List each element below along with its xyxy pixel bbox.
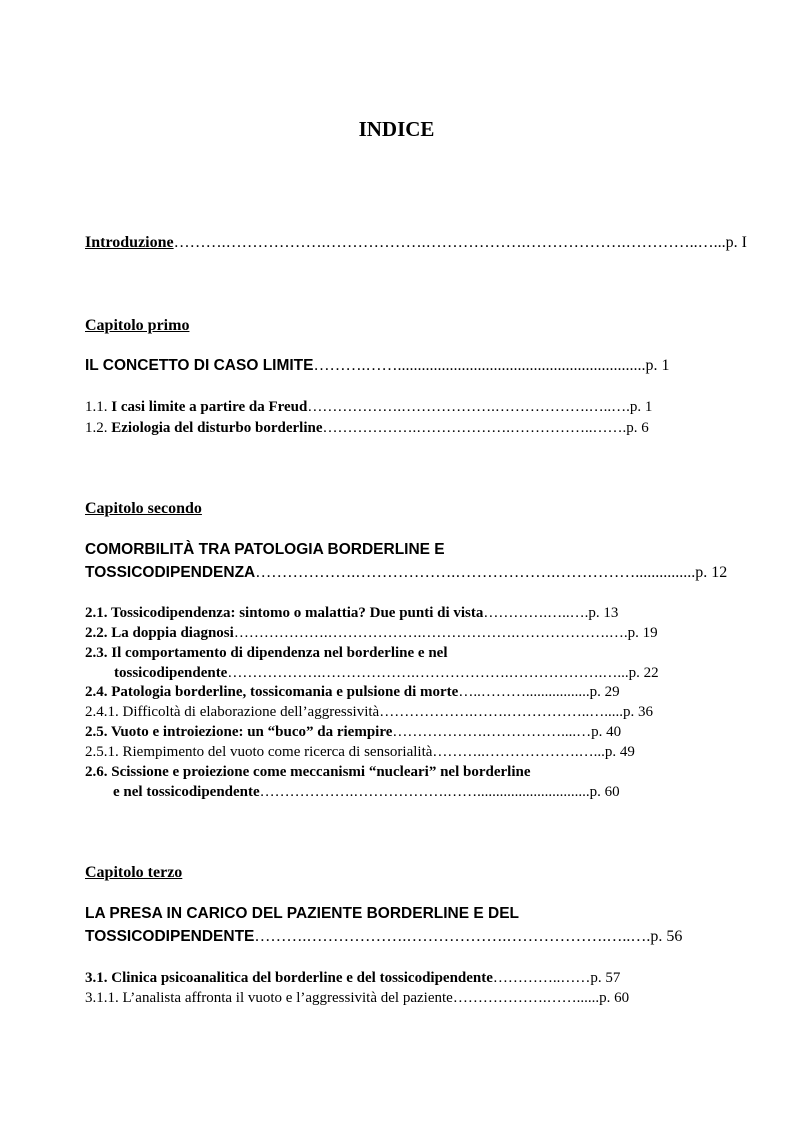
toc-leader-dots: ………….…..…. [483, 605, 589, 621]
toc-page-number: p. 12 [695, 564, 728, 581]
toc-leader-dots: ……….……………….……………….……………….…..…. [254, 928, 651, 945]
toc-entry-2-4-1[interactable] [85, 702, 653, 722]
toc-entry-label: e nel tossicodipendente [113, 784, 260, 800]
toc-entry-label: 2.2. La doppia diagnosi [85, 625, 234, 641]
toc-entry-label: 2.1. Tossicodipendenza: sintomo o malattia? Due punti di vista [85, 605, 484, 621]
toc-entry-label: 2.6. Scissione e proiezione come meccanismi “nucleari” nel borderline [85, 764, 531, 780]
toc-page-number: p. 56 [650, 928, 683, 945]
toc-leader-dots: ……………….……………….……………..……. [322, 420, 627, 436]
chapter-title-label: TOSSICODIPENDENTE [85, 928, 255, 945]
toc-entry-label: tossicodipendente [114, 665, 228, 681]
toc-leader-dots: …..………................. [458, 684, 590, 700]
toc-entry-number: 1.2. [85, 420, 108, 436]
toc-leader-dots: ……………….……………….……………….……………............... [255, 564, 696, 581]
toc-entry-label: 2.4. Patologia borderline, tossicomania e pulsione di morte [85, 684, 459, 700]
toc-leader-dots: ……….……………….……………….……………….……………….…………..…... [173, 234, 726, 251]
page-title: INDICE [358, 117, 435, 141]
toc-page-number: p. 40 [591, 724, 622, 740]
toc-entry-label: 2.3. Il comportamento di dipendenza nel borderline e nel [85, 645, 448, 661]
toc-entry-2-4[interactable] [85, 682, 620, 702]
toc-leader-dots: …………..…… [492, 970, 591, 986]
toc-entry-label: 2.4.1. Difficoltà di elaborazione dell’aggressività [85, 704, 380, 720]
toc-entry-label: Eziologia del disturbo borderline [111, 420, 323, 436]
chapter-title-2-line2[interactable] [85, 563, 727, 583]
toc-page-number: p. 57 [590, 970, 621, 986]
toc-page-number: p. 36 [622, 704, 653, 720]
toc-entry-number: 1.1. [85, 399, 108, 415]
toc-leader-dots: ……………….……………….……………….……………….…. [233, 625, 628, 641]
toc-entry-label: 2.5.1. Riempimento del vuoto come ricerca di sensorialità [85, 744, 433, 760]
toc-leader-dots: ………..……………….…... [432, 744, 605, 760]
toc-page-number: p. 60 [589, 784, 620, 800]
chapter-title-label: TOSSICODIPENDENZA [85, 564, 256, 581]
toc-entry-2-6-line2[interactable] [113, 782, 620, 802]
chapter-title-3-line2[interactable] [85, 927, 682, 947]
toc-page-number: p. 19 [627, 625, 658, 641]
toc-leader-dots: ……….…….............................................................. [313, 357, 646, 374]
chapter-heading-2: Capitolo secondo [85, 500, 202, 517]
toc-entry-1-1[interactable] [85, 397, 652, 417]
chapter-title-1[interactable] [85, 356, 670, 376]
toc-entry-3-1[interactable] [85, 968, 620, 988]
toc-leader-dots: ……………….……………….……………….……………….…... [227, 665, 629, 681]
chapter-title-label: LA PRESA IN CARICO DEL PAZIENTE BORDERLINE E DEL [85, 905, 520, 922]
toc-entry-label: Introduzione [85, 234, 174, 251]
chapter-title-3-line1[interactable] [85, 904, 519, 924]
toc-entry-label: 3.1.1. L’analista affronta il vuoto e l’aggressività del paziente [85, 990, 453, 1006]
chapter-heading-1: Capitolo primo [85, 317, 190, 334]
chapter-title-label: COMORBILITÀ TRA PATOLOGIA BORDERLINE E [85, 541, 445, 558]
toc-leader-dots: ……………….…….……………..…..... [379, 704, 623, 720]
toc-entry-2-2[interactable] [85, 623, 658, 643]
toc-page-number: p. 22 [628, 665, 659, 681]
toc-entry-2-5[interactable] [85, 722, 621, 742]
chapter-title-label: IL CONCETTO DI CASO LIMITE [85, 357, 314, 374]
toc-page-number: p. 1 [629, 399, 653, 415]
toc-entry-2-5-1[interactable] [85, 742, 635, 762]
toc-entry-2-1[interactable] [85, 603, 618, 623]
toc-entry-label: 3.1. Clinica psicoanalitica del borderline e del tossicodipendente [85, 970, 493, 986]
toc-page-number: p. 60 [599, 990, 630, 1006]
toc-page-number: p. 29 [589, 684, 620, 700]
toc-entry-2-6-line1[interactable] [85, 762, 531, 782]
toc-leader-dots: ……………….……………….……………….…..…. [307, 399, 630, 415]
toc-page-number: p. 1 [645, 357, 670, 374]
chapter-title-2-line1[interactable] [85, 540, 445, 560]
toc-entry-introduzione[interactable] [85, 233, 747, 253]
toc-page-number: p. I [725, 234, 747, 251]
toc-page-number: p. 13 [588, 605, 619, 621]
toc-entry-label: 2.5. Vuoto e introiezione: un “buco” da riempire [85, 724, 393, 740]
toc-leader-dots: ……………….……………....… [392, 724, 592, 740]
toc-page-number: p. 6 [626, 420, 649, 436]
toc-page-number: p. 49 [604, 744, 635, 760]
toc-entry-3-1-1[interactable] [85, 988, 629, 1008]
toc-entry-label: I casi limite a partire da Freud [111, 399, 308, 415]
toc-entry-2-3-line2[interactable] [114, 663, 659, 683]
toc-leader-dots: ……………….……………….…….............................. [259, 784, 590, 800]
chapter-heading-3: Capitolo terzo [85, 864, 183, 881]
toc-leader-dots: ……………….……...... [452, 990, 600, 1006]
toc-entry-2-3-line1[interactable] [85, 643, 448, 663]
toc-entry-1-2[interactable] [85, 418, 649, 438]
